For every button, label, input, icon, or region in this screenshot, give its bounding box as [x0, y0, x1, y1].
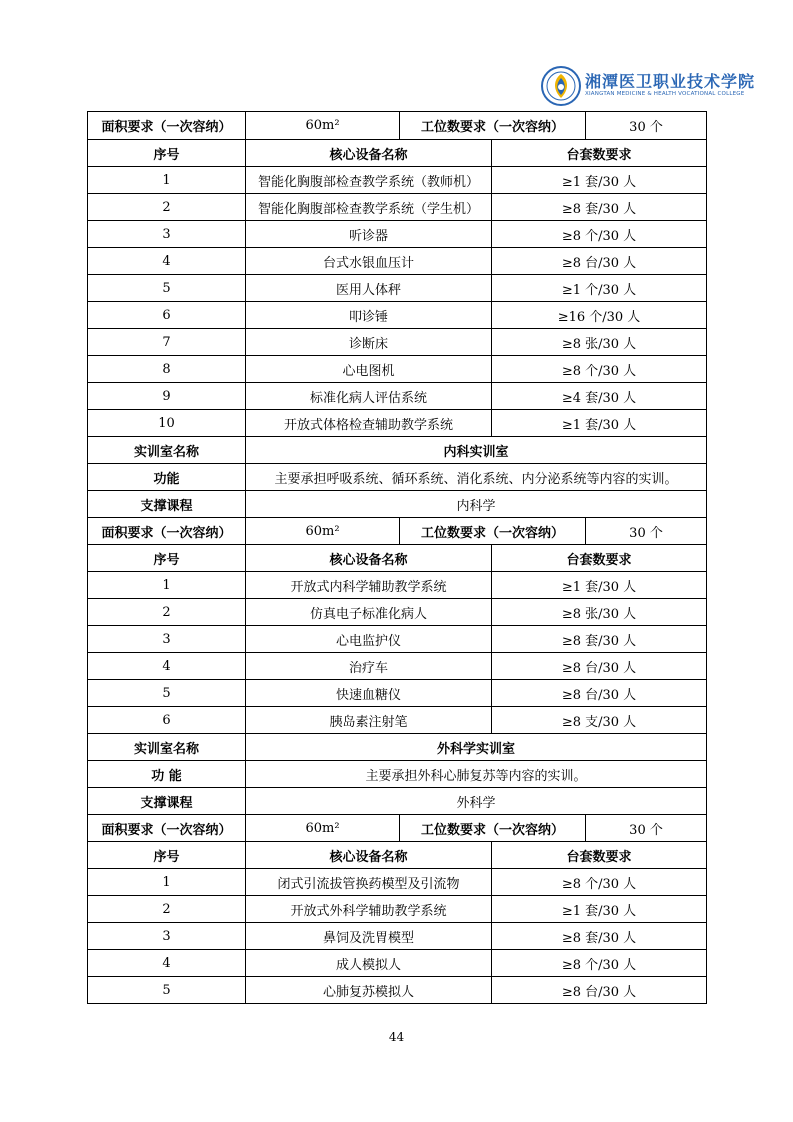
row-equipment-name: 智能化胸腹部检查教学系统（教师机） — [246, 167, 492, 194]
college-logo — [541, 66, 756, 110]
college-name: 湘潭医卫职业技术学院 — [585, 72, 756, 91]
row-equipment-name: 开放式体格检查辅助教学系统 — [246, 410, 492, 437]
room-name-row — [88, 734, 707, 761]
row-quantity-req: ≥8 个/30 人 — [492, 221, 707, 248]
area-label: 面积要求（一次容纳） — [88, 815, 246, 842]
college-emblem-icon — [541, 66, 581, 106]
course-label: 支撑课程 — [88, 788, 246, 815]
station-label: 工位数要求（一次容纳） — [400, 518, 586, 545]
row-quantity-req: ≥8 套/30 人 — [492, 194, 707, 221]
row-quantity-req: ≥8 张/30 人 — [492, 599, 707, 626]
row-equipment-name: 诊断床 — [246, 329, 492, 356]
equipment-header-row — [88, 842, 707, 869]
header-equipment-name: 核心设备名称 — [246, 545, 492, 572]
header-quantity-req: 台套数要求 — [492, 842, 707, 869]
area-value: 60m² — [246, 518, 400, 545]
table-row — [88, 329, 707, 356]
header-quantity-req: 台套数要求 — [492, 140, 707, 167]
area-value: 60m² — [246, 112, 400, 140]
room-name-label: 实训室名称 — [88, 734, 246, 761]
course-label: 支撑课程 — [88, 491, 246, 518]
function-value: 主要承担外科心肺复苏等内容的实训。 — [246, 761, 707, 788]
row-equipment-name: 成人模拟人 — [246, 950, 492, 977]
station-value: 30 个 — [586, 112, 707, 140]
row-quantity-req: ≥1 套/30 人 — [492, 572, 707, 599]
table-row — [88, 194, 707, 221]
row-no: 6 — [88, 707, 246, 734]
row-equipment-name: 开放式外科学辅助教学系统 — [246, 896, 492, 923]
table-row — [88, 383, 707, 410]
room-name-value: 内科实训室 — [246, 437, 707, 464]
station-value: 30 个 — [586, 518, 707, 545]
college-name-en: XIANGTAN MEDICINE & HEALTH VOCATIONAL COLLEGE — [585, 91, 745, 97]
row-quantity-req: ≥8 支/30 人 — [492, 707, 707, 734]
table-row — [88, 869, 707, 896]
row-equipment-name: 闭式引流拔管换药模型及引流物 — [246, 869, 492, 896]
row-quantity-req: ≥8 台/30 人 — [492, 248, 707, 275]
row-quantity-req: ≥8 套/30 人 — [492, 923, 707, 950]
training-room-table — [87, 111, 707, 1004]
course-row — [88, 491, 707, 518]
row-quantity-req: ≥8 台/30 人 — [492, 977, 707, 1004]
function-row — [88, 761, 707, 788]
row-no: 3 — [88, 221, 246, 248]
table-row — [88, 707, 707, 734]
header-quantity-req: 台套数要求 — [492, 545, 707, 572]
course-row — [88, 788, 707, 815]
row-equipment-name: 叩诊锤 — [246, 302, 492, 329]
table-row — [88, 680, 707, 707]
table-row — [88, 356, 707, 383]
row-no: 8 — [88, 356, 246, 383]
row-no: 4 — [88, 653, 246, 680]
table-row — [88, 653, 707, 680]
row-quantity-req: ≥8 个/30 人 — [492, 869, 707, 896]
row-no: 2 — [88, 896, 246, 923]
header-equipment-name: 核心设备名称 — [246, 140, 492, 167]
row-equipment-name: 开放式内科学辅助教学系统 — [246, 572, 492, 599]
room-name-row — [88, 437, 707, 464]
row-quantity-req: ≥8 台/30 人 — [492, 680, 707, 707]
function-label: 功 能 — [88, 761, 246, 788]
row-no: 6 — [88, 302, 246, 329]
row-no: 5 — [88, 977, 246, 1004]
area-row — [88, 112, 707, 140]
row-no: 3 — [88, 626, 246, 653]
area-label: 面积要求（一次容纳） — [88, 518, 246, 545]
table-row — [88, 275, 707, 302]
row-quantity-req: ≥1 个/30 人 — [492, 275, 707, 302]
station-label: 工位数要求（一次容纳） — [400, 112, 586, 140]
table-row — [88, 599, 707, 626]
room-name-value: 外科学实训室 — [246, 734, 707, 761]
row-quantity-req: ≥8 台/30 人 — [492, 653, 707, 680]
table-row — [88, 248, 707, 275]
row-quantity-req: ≥1 套/30 人 — [492, 896, 707, 923]
row-quantity-req: ≥8 个/30 人 — [492, 356, 707, 383]
row-equipment-name: 鼻饲及洗胃模型 — [246, 923, 492, 950]
course-value: 内科学 — [246, 491, 707, 518]
course-value: 外科学 — [246, 788, 707, 815]
row-no: 9 — [88, 383, 246, 410]
table-row — [88, 950, 707, 977]
table-row — [88, 572, 707, 599]
row-no: 4 — [88, 248, 246, 275]
area-row — [88, 518, 707, 545]
row-no: 10 — [88, 410, 246, 437]
row-quantity-req: ≥4 套/30 人 — [492, 383, 707, 410]
row-equipment-name: 快速血糖仪 — [246, 680, 492, 707]
table-row — [88, 221, 707, 248]
row-equipment-name: 心电图机 — [246, 356, 492, 383]
row-equipment-name: 心肺复苏模拟人 — [246, 977, 492, 1004]
row-quantity-req: ≥16 个/30 人 — [492, 302, 707, 329]
row-no: 4 — [88, 950, 246, 977]
row-equipment-name: 台式水银血压计 — [246, 248, 492, 275]
room-name-label: 实训室名称 — [88, 437, 246, 464]
row-equipment-name: 医用人体秤 — [246, 275, 492, 302]
row-equipment-name: 听诊器 — [246, 221, 492, 248]
table-row — [88, 896, 707, 923]
table-row — [88, 302, 707, 329]
row-no: 5 — [88, 680, 246, 707]
row-equipment-name: 胰岛素注射笔 — [246, 707, 492, 734]
header-no: 序号 — [88, 842, 246, 869]
area-label: 面积要求（一次容纳） — [88, 112, 246, 140]
station-label: 工位数要求（一次容纳） — [400, 815, 586, 842]
row-quantity-req: ≥1 套/30 人 — [492, 410, 707, 437]
row-no: 1 — [88, 869, 246, 896]
row-no: 1 — [88, 572, 246, 599]
function-value: 主要承担呼吸系统、循环系统、消化系统、内分泌系统等内容的实训。 — [246, 464, 707, 491]
area-row — [88, 815, 707, 842]
row-no: 3 — [88, 923, 246, 950]
row-quantity-req: ≥8 套/30 人 — [492, 626, 707, 653]
row-no: 7 — [88, 329, 246, 356]
row-equipment-name: 标准化病人评估系统 — [246, 383, 492, 410]
row-equipment-name: 心电监护仪 — [246, 626, 492, 653]
row-no: 2 — [88, 599, 246, 626]
row-equipment-name: 治疗车 — [246, 653, 492, 680]
function-label: 功能 — [88, 464, 246, 491]
table-row — [88, 626, 707, 653]
area-value: 60m² — [246, 815, 400, 842]
row-no: 2 — [88, 194, 246, 221]
row-equipment-name: 仿真电子标准化病人 — [246, 599, 492, 626]
equipment-header-row — [88, 140, 707, 167]
header-no: 序号 — [88, 140, 246, 167]
header-equipment-name: 核心设备名称 — [246, 842, 492, 869]
table-row — [88, 167, 707, 194]
row-no: 5 — [88, 275, 246, 302]
row-quantity-req: ≥8 个/30 人 — [492, 950, 707, 977]
station-value: 30 个 — [586, 815, 707, 842]
row-equipment-name: 智能化胸腹部检查教学系统（学生机） — [246, 194, 492, 221]
row-quantity-req: ≥8 张/30 人 — [492, 329, 707, 356]
equipment-header-row — [88, 545, 707, 572]
table-row — [88, 977, 707, 1004]
page-number: 44 — [388, 1030, 405, 1044]
table-row — [88, 410, 707, 437]
row-no: 1 — [88, 167, 246, 194]
table-row — [88, 923, 707, 950]
row-quantity-req: ≥1 套/30 人 — [492, 167, 707, 194]
function-row — [88, 464, 707, 491]
header-no: 序号 — [88, 545, 246, 572]
